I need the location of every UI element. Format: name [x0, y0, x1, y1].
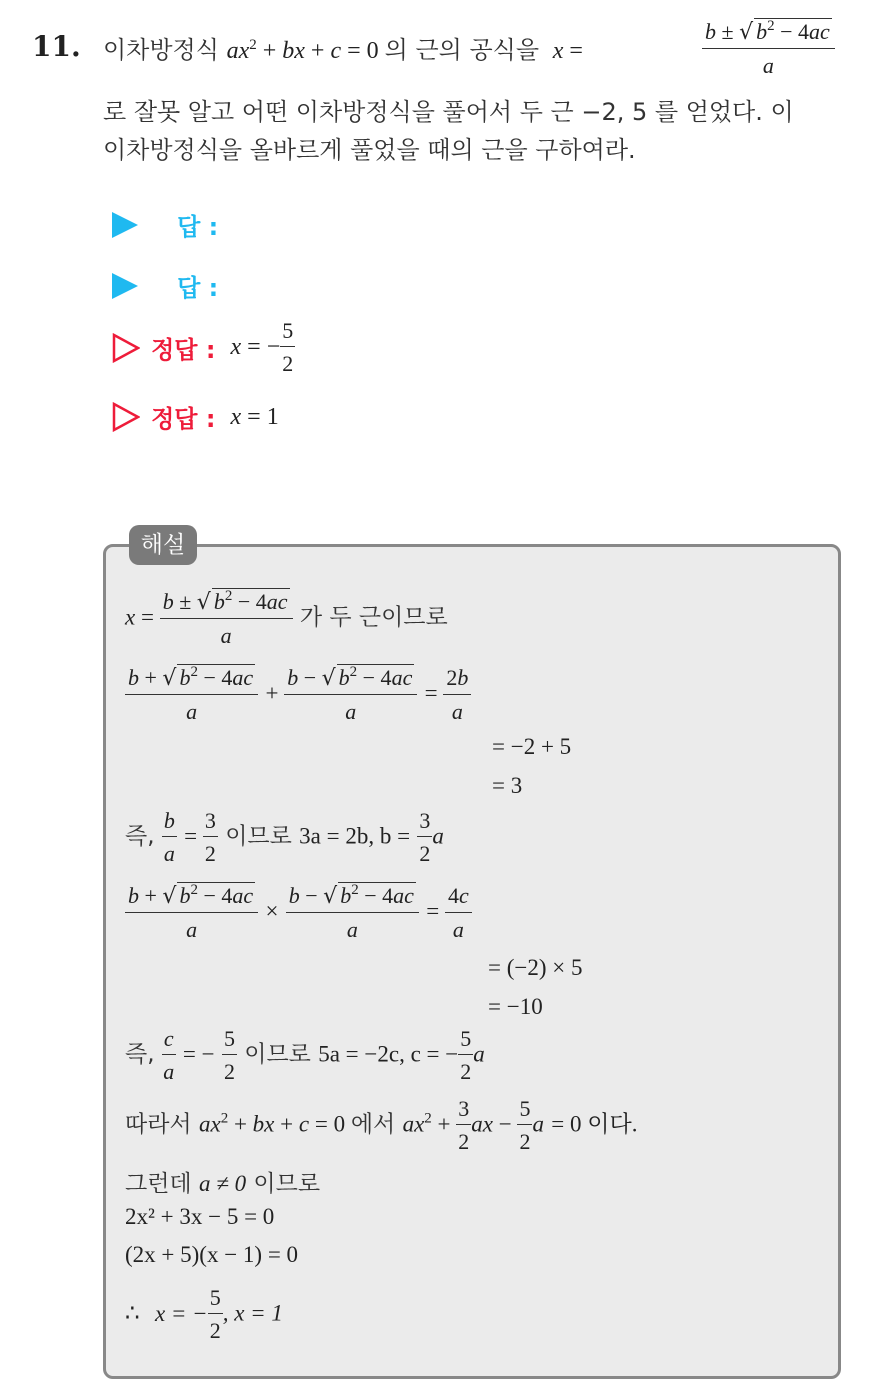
- sum-value-1: = −2 + 5: [492, 734, 572, 759]
- answer-blank-2: [112, 268, 218, 303]
- correct-value-2: x = 1: [230, 404, 279, 430]
- play-triangle-icon: [112, 212, 138, 238]
- explanation-ratio-2: 즉, $\frac{c}{a}$ = − $\frac{5}{2}$ 이므로 5a = −2c, c = − $\frac{5}{2}$ a: [125, 1026, 485, 1084]
- outline-triangle-icon: [112, 333, 140, 363]
- answer-label: 답 :: [177, 274, 219, 302]
- explanation-eq-1: 2x² + 3x − 5 = 0: [125, 1204, 275, 1229]
- explanation-tab: 해설: [129, 525, 197, 565]
- question-wrong-formula: $\frac{b \pm √ b^2 - 4ac}{a}$: [702, 18, 835, 79]
- text-two-roots: 가 두 근이므로: [299, 604, 448, 631]
- question-line-3: 이차방정식을 올바르게 풀었을 때의 근을 구하여라.: [103, 136, 636, 164]
- explanation-ratio-1: 즉, $\frac{b}{a}$ = $\frac{3}{2}$ 이므로 3a = 2b, b = $\frac{3}{2}$ a: [125, 808, 444, 866]
- correct-answer-2: [112, 399, 279, 434]
- correct-value-1: x = − $\frac{5}{2}$: [230, 318, 294, 376]
- question-text-mid: 의 근의 공식을: [384, 36, 540, 64]
- correct-label: 정답 :: [151, 405, 216, 433]
- correct-answer-1: [112, 318, 295, 377]
- explanation-final: ∴ x = − $\frac{5}{2}$ , x = 1: [125, 1285, 283, 1343]
- question-line-2: 로 잘못 알고 어떤 이차방정식을 풀어서 두 근 −2, 5 를 얻었다. 이: [103, 98, 794, 126]
- explanation-eq-2: (2x + 5)(x − 1) = 0: [125, 1242, 299, 1267]
- explanation-substitute: 따라서 $ax^2$ + bx + c = 0 에서 $ax^2$ + $\frac{3}{2}$ ax − $\frac{5}{2}$ a = 0 이다.: [125, 1096, 638, 1154]
- question-line-1: 이차방정식 $ax^2$ + bx + c = 0 의 근의 공식을 x =: [103, 36, 583, 64]
- answer-blank-1: [112, 207, 218, 242]
- correct-label: 정답 :: [151, 336, 216, 364]
- explanation-product: $\frac{b + √ b^2 - 4ac}{a}$ × $\frac{b - √ b^2 - 4ac}{a}$ = $\frac{4c}{a}$: [125, 882, 472, 943]
- question-number: 11.: [32, 30, 81, 63]
- question-text-prefix: 이차방정식: [103, 36, 219, 64]
- outline-triangle-icon: [112, 402, 140, 432]
- play-triangle-icon: [112, 273, 138, 299]
- product-value-2: = −10: [488, 994, 543, 1019]
- product-value-1: = (−2) × 5: [488, 955, 583, 980]
- explanation-sum: $\frac{b + √ b^2 - 4ac}{a}$ + $\frac{b - √ b^2 - 4ac}{a}$ = $\frac{2b}{a}$: [125, 664, 471, 725]
- explanation-a-nonzero: 그런데 a ≠ 0 이므로: [125, 1171, 321, 1197]
- explanation-line-1: x = $\frac{b \pm √ b^2 - 4ac}{a}$ 가 두 근이므로: [125, 588, 448, 648]
- sum-value-2: = 3: [492, 773, 523, 798]
- answer-label: 답 :: [177, 213, 219, 241]
